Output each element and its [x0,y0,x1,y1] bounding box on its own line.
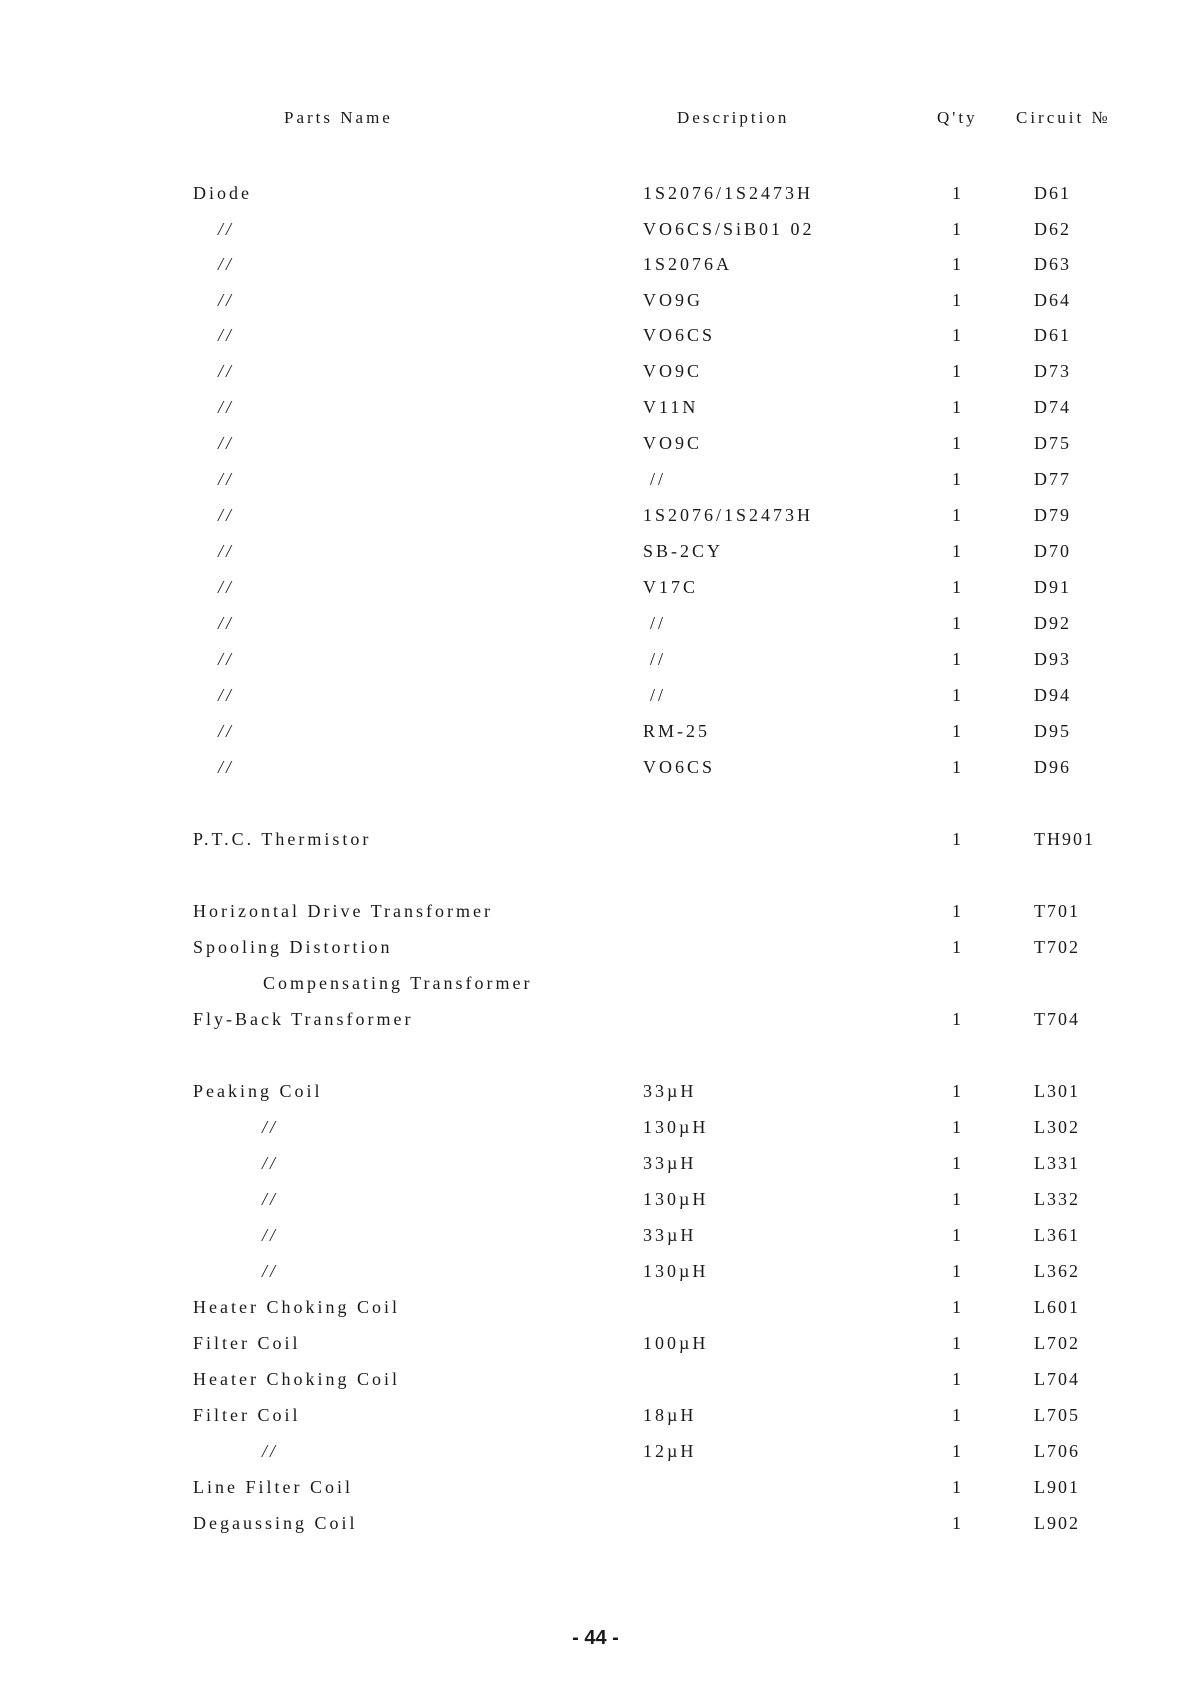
table-row [0,1405,1191,1435]
part-qty: 1 [952,721,964,741]
page-number: - 44 - [572,1627,619,1649]
table-row [0,1369,1191,1399]
table-row [0,325,1191,355]
part-name: // [218,325,235,345]
circuit-number: D61 [1034,325,1071,345]
circuit-number: D75 [1034,433,1071,453]
part-name: // [218,757,235,777]
part-qty: 1 [952,1405,964,1425]
part-description: V17C [643,577,699,597]
part-name: // [262,1441,279,1461]
table-row [0,1441,1191,1471]
part-qty: 1 [952,1441,964,1461]
table-row [0,541,1191,571]
part-qty: 1 [952,613,964,633]
part-qty: 1 [952,1189,964,1209]
part-description: VO6CS [643,325,716,345]
table-row [0,685,1191,715]
part-qty: 1 [952,325,964,345]
circuit-number: L704 [1034,1369,1080,1389]
table-row [0,613,1191,643]
part-qty: 1 [952,219,964,239]
part-qty: 1 [952,1297,964,1317]
part-name: // [262,1225,279,1245]
part-qty: 1 [952,361,964,381]
part-description: // [650,469,667,489]
part-name: Filter Coil [193,1405,301,1425]
part-qty: 1 [952,1081,964,1101]
part-name: // [218,685,235,705]
part-qty: 1 [952,1153,964,1173]
circuit-number: D93 [1034,649,1071,669]
part-description: 33µH [643,1081,697,1101]
table-row [0,1333,1191,1363]
circuit-number: D62 [1034,219,1071,239]
header-description: Description [677,108,790,127]
part-qty: 1 [952,183,964,203]
table-row [0,469,1191,499]
part-description: 33µH [643,1225,697,1245]
part-name: Heater Choking Coil [193,1369,400,1389]
circuit-number: TH901 [1034,829,1095,849]
part-name: // [218,219,235,239]
circuit-number: T702 [1034,937,1080,957]
part-description: 130µH [643,1261,709,1281]
part-description: // [650,649,667,669]
circuit-number: D77 [1034,469,1071,489]
circuit-number: L331 [1034,1153,1080,1173]
part-name: // [262,1189,279,1209]
circuit-number: D91 [1034,577,1071,597]
part-qty: 1 [952,469,964,489]
circuit-number: D61 [1034,183,1071,203]
part-qty: 1 [952,1009,964,1029]
table-row [0,505,1191,535]
table-row [0,219,1191,249]
part-name: Heater Choking Coil [193,1297,400,1317]
header-parts-name: Parts Name [284,108,393,127]
part-qty: 1 [952,1369,964,1389]
part-description: RM-25 [643,721,711,741]
circuit-number: L302 [1034,1117,1080,1137]
part-description: VO9C [643,361,703,381]
table-row [0,1225,1191,1255]
table-row [0,901,1191,931]
table-row [0,433,1191,463]
table-row [0,829,1191,859]
part-qty: 1 [952,757,964,777]
table-row [0,361,1191,391]
part-description: 130µH [643,1189,709,1209]
part-name: P.T.C. Thermistor [193,829,372,849]
table-row [0,937,1191,967]
part-description: VO6CS/SiB01 02 [643,219,815,239]
table-row [0,649,1191,679]
circuit-number: L301 [1034,1081,1080,1101]
part-description: VO6CS [643,757,716,777]
table-row [0,1117,1191,1147]
part-description: 130µH [643,1117,709,1137]
part-description: SB-2CY [643,541,724,561]
part-name: // [218,613,235,633]
part-name: // [262,1117,279,1137]
circuit-number: D70 [1034,541,1071,561]
part-name: // [262,1153,279,1173]
part-name: Diode [193,183,252,203]
table-row [0,1477,1191,1507]
table-row [0,757,1191,787]
circuit-number: L705 [1034,1405,1080,1425]
part-description: 33µH [643,1153,697,1173]
table-row [0,1513,1191,1543]
part-qty: 1 [952,901,964,921]
part-qty: 1 [952,829,964,849]
circuit-number: D74 [1034,397,1071,417]
part-qty: 1 [952,254,964,274]
part-description: VO9G [643,290,703,310]
part-name: Line Filter Coil [193,1477,353,1497]
part-name: Peaking Coil [193,1081,323,1101]
circuit-number: L362 [1034,1261,1080,1281]
part-name: // [218,361,235,381]
part-name: // [218,397,235,417]
part-description: 100µH [643,1333,709,1353]
part-name: // [218,649,235,669]
part-name: Filter Coil [193,1333,301,1353]
part-name: // [218,254,235,274]
part-qty: 1 [952,433,964,453]
part-qty: 1 [952,505,964,525]
part-qty: 1 [952,1333,964,1353]
circuit-number: D95 [1034,721,1071,741]
part-description: VO9C [643,433,703,453]
part-description: 1S2076/1S2473H [643,183,814,203]
part-name: // [218,577,235,597]
circuit-number: L706 [1034,1441,1080,1461]
part-description: // [650,613,667,633]
circuit-number: L361 [1034,1225,1080,1245]
part-qty: 1 [952,937,964,957]
part-name: Degaussing Coil [193,1513,358,1533]
part-name: // [218,469,235,489]
part-qty: 1 [952,290,964,310]
part-name: // [218,290,235,310]
table-row [0,973,1191,1003]
table-row [0,1189,1191,1219]
part-qty: 1 [952,1225,964,1245]
part-name: Horizontal Drive Transformer [193,901,493,921]
header-qty: Q'ty [937,108,978,127]
table-row [0,290,1191,320]
part-description: 1S2076/1S2473H [643,505,814,525]
part-description: 1S2076A [643,254,733,274]
part-qty: 1 [952,649,964,669]
part-name: // [262,1261,279,1281]
table-row [0,397,1191,427]
part-name: Spooling Distortion [193,937,393,957]
header-circuit: Circuit № [1016,108,1111,127]
circuit-number: D64 [1034,290,1071,310]
part-name: // [218,721,235,741]
circuit-number: L702 [1034,1333,1080,1353]
part-qty: 1 [952,1117,964,1137]
part-qty: 1 [952,1477,964,1497]
part-name: Fly-Back Transformer [193,1009,414,1029]
table-row [0,1153,1191,1183]
part-name: // [218,541,235,561]
circuit-number: L601 [1034,1297,1080,1317]
circuit-number: D96 [1034,757,1071,777]
circuit-number: L902 [1034,1513,1080,1533]
part-name: Compensating Transformer [263,973,533,993]
part-description: // [650,685,667,705]
circuit-number: T701 [1034,901,1080,921]
circuit-number: L901 [1034,1477,1080,1497]
part-description: 18µH [643,1405,697,1425]
part-qty: 1 [952,1261,964,1281]
circuit-number: D92 [1034,613,1071,633]
circuit-number: T704 [1034,1009,1080,1029]
part-name: // [218,433,235,453]
part-qty: 1 [952,685,964,705]
table-row [0,183,1191,213]
circuit-number: D79 [1034,505,1071,525]
circuit-number: L332 [1034,1189,1080,1209]
table-row [0,1009,1191,1039]
table-row [0,721,1191,751]
circuit-number: D94 [1034,685,1071,705]
table-row [0,1261,1191,1291]
table-row [0,1081,1191,1111]
table-row [0,577,1191,607]
part-qty: 1 [952,397,964,417]
part-description: 12µH [643,1441,697,1461]
table-row [0,1297,1191,1327]
table-row [0,254,1191,284]
circuit-number: D63 [1034,254,1071,274]
part-qty: 1 [952,577,964,597]
part-qty: 1 [952,1513,964,1533]
part-qty: 1 [952,541,964,561]
circuit-number: D73 [1034,361,1071,381]
part-name: // [218,505,235,525]
part-description: V11N [643,397,699,417]
